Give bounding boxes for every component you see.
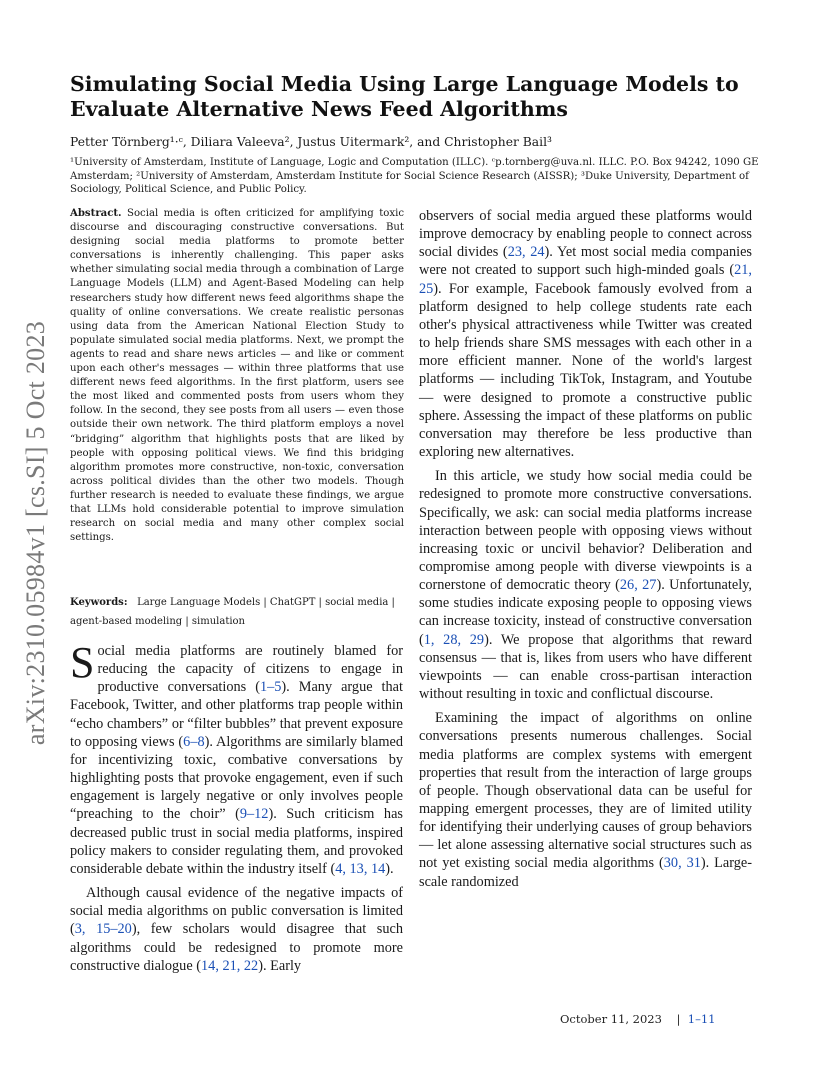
citation-link[interactable]: 30, 31 bbox=[663, 855, 701, 872]
citation-link[interactable]: 23, 24 bbox=[507, 244, 545, 261]
text-run: ). Such criticism has decreased public trust in social media platforms, inspired policy makers to consider regulating them, and provoked considerable debate within the industry itself ( bbox=[70, 806, 403, 877]
drop-cap: S bbox=[70, 638, 95, 687]
citation-link[interactable]: 6–8 bbox=[183, 733, 205, 750]
keywords-text: Large Language Models | ChatGPT | social media | agent-based modeling | simulation bbox=[70, 597, 395, 627]
text-run: ). Unfortunately, some studies indicate exposing people to opposing views can increase toxicity, instead of constructive conversation ( bbox=[419, 577, 752, 648]
text-run: ). Algorithms are similarly blamed for incentivizing toxic, combative conversations by highlighting posts that provoke engagement, even if such engagement is largely negative or only involves people “preaching to the choir” ( bbox=[70, 733, 403, 823]
citation-link[interactable]: 9–12 bbox=[239, 806, 269, 823]
citation-link[interactable]: 1, 28, 29 bbox=[423, 631, 485, 648]
text-run: Examining the impact of algorithms on online conversations presents numerous challenges. Social media platforms are complex systems with emergent properties that result from the interaction of large groups of people. Though observational data can be useful for mapping emergent processes, they are of limited utility for identifying their underlying causes of group behaviors — let alone assessing alternative social structures such as not yet existing social media algorithms ( bbox=[419, 710, 752, 872]
body-column-left bbox=[70, 638, 403, 975]
text-run: Although causal evidence of the negative impacts of social media algorithms on public conversation is limited ( bbox=[70, 885, 403, 938]
page-number: 1–11 bbox=[687, 1012, 716, 1026]
intro-paragraph-4 bbox=[419, 467, 752, 703]
text-run: ). Yet most social media companies were not created to support such high-minded goals ( bbox=[419, 244, 752, 279]
abstract-label: Abstract. bbox=[70, 207, 122, 219]
citation-link[interactable]: 3, 15–20 bbox=[74, 921, 132, 938]
text-run: ), few scholars would disagree that such algorithms could be redesigned to promote more constructive dialogue ( bbox=[70, 921, 403, 974]
intro-paragraph-5 bbox=[419, 709, 752, 891]
footer-date: October 11, 2023 bbox=[560, 1012, 662, 1026]
citation-link[interactable]: 1–5 bbox=[259, 679, 282, 696]
text-run: ). For example, Facebook famously evolved from a platform designed to help college students rate each other's physical attractiveness while Twitter was created to help friends share SMS messages with each other in a more efficient manner. None of the world's largest platforms — including TikTok, Instagram, and Youtube — were designed to promote a constructive public sphere. Assessing the impact of these platforms on public conversation may therefore be less productive than exploring new alternatives. bbox=[419, 280, 752, 461]
intro-paragraph-3 bbox=[419, 207, 752, 461]
text-run: In this article, we study how social media could be redesigned to promote more constructive conversations. Specifically, we ask: can social media platforms increase interaction between people with opposing views without increasing toxic or uncivil behavior? Deliberation and compromise among people with diverse viewpoints is a cornerstone of democratic theory ( bbox=[419, 468, 752, 594]
author-list: Petter Törnberg¹·ᶜ, Diliara Valeeva², Justus Uitermark², and Christopher Bail³ bbox=[70, 135, 552, 149]
abstract-text: Social media is often criticized for amplifying toxic discourse and discouraging constructive conversations. But designing social media platforms to promote better conversations is inherently challenging. This paper asks whether simulating social media through a combination of Large Language Models (LLM) and Agent-Based Modeling can help researchers study how different news feed algorithms shape the quality of online conversations. We create realistic personas using data from the American National Election Study to populate simulated social media platforms. Next, we prompt the agents to read and share news articles — and like or comment upon each other's messages — within three platforms that use different news feed algorithms. In the first platform, users see the most liked and commented posts from users whom they follow. In the second, they see posts from all users — even those outside their own network. The third platform employs a novel “bridging” algorithm that highlights posts that are liked by people with opposing political views. We find this bridging algorithm promotes more constructive, non-toxic, conversation across political divides than the other two models. Though further research is needed to evaluate these findings, we argue that LLMs hold considerable potential to improve simulation research on social media and many other complex social settings. bbox=[70, 208, 405, 544]
text-run: ocial media platforms are routinely blamed for reducing the capacity of citizens to engage in productive conversations ( bbox=[97, 643, 403, 696]
text-run: ). Early bbox=[258, 957, 302, 974]
footer-separator: | bbox=[676, 1012, 681, 1026]
arxiv-sidebar-identifier: arXiv:2310.05984v1 [cs.SI] 5 Oct 2023 bbox=[21, 320, 50, 745]
text-run: observers of social media argued these platforms would improve democracy by enabling people to connect across social divides ( bbox=[419, 208, 752, 261]
text-run: ). Large-scale randomized bbox=[419, 855, 752, 890]
text-run: ). bbox=[385, 860, 394, 877]
citation-link[interactable]: 14, 21, 22 bbox=[201, 957, 259, 974]
text-run: ). Many argue that Facebook, Twitter, and other platforms trap people within “echo chambers” or “filter bubbles” that prevent exposure to opposing views ( bbox=[70, 679, 403, 750]
paper-title: Simulating Social Media Using Large Language Models to Evaluate Alternative News Feed Algorithms bbox=[70, 72, 739, 121]
body-column-right bbox=[419, 207, 752, 891]
page-footer bbox=[560, 1012, 760, 1026]
affiliations: ¹University of Amsterdam, Institute of Language, Logic and Computation (ILLC). ᶜp.tornberg@uva.nl. ILLC. P.O. Box 94242, 1090 GE Amsterdam; ²University of Amsterdam, Amsterdam Institute for Social Science Research (AISSR); ³Duke University, Department of Sociology, Political Science, and Public Policy. bbox=[70, 157, 759, 196]
text-run: ). We propose that algorithms that reward consensus — that is, likes from users who have different viewpoints — can enable cross-partisan interaction without resulting in toxic and conflictual discourse. bbox=[419, 631, 752, 703]
citation-link[interactable]: 26, 27 bbox=[619, 577, 657, 594]
abstract bbox=[70, 206, 404, 545]
intro-paragraph-1 bbox=[70, 638, 403, 878]
keywords bbox=[70, 593, 404, 631]
keywords-label: Keywords: bbox=[70, 597, 128, 608]
intro-paragraph-2 bbox=[70, 884, 403, 975]
citation-link[interactable]: 21, 25 bbox=[419, 262, 752, 297]
citation-link[interactable]: 4, 13, 14 bbox=[335, 860, 386, 877]
